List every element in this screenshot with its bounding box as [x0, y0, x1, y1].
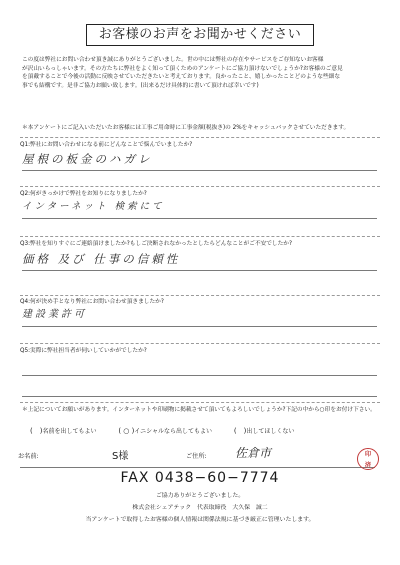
company-signature: 株式会社シェアテック 代表取締役 大久保 誠二 [132, 505, 268, 511]
intro-line: 事でも結構です。是非ご協力お願い致します。(出来るだけ具体的に書いて頂ければ幸いです) [22, 82, 259, 89]
question-3-label: Q3:弊社を知りすぐにご連絡頂けましたか?もしご決断されなかったとしたらどんなことがご不安でしたか? [20, 241, 292, 247]
divider [20, 236, 380, 237]
question-4-label: Q4:何が決め手となり弊社にお問い合わせ頂きましたか? [20, 299, 164, 305]
option-initial-ok[interactable] [118, 428, 214, 435]
name-label: お名前: [18, 453, 39, 460]
option-no-publish[interactable] [234, 428, 294, 435]
consent-options [30, 427, 370, 436]
option-label: イニシャルなら出してもよい [134, 428, 212, 435]
question-5-answer-line [22, 376, 377, 397]
name-field[interactable]: S様 [112, 451, 129, 462]
option-name-ok[interactable] [30, 428, 98, 435]
page-title: お客様のお声をお聞かせください [86, 24, 314, 46]
privacy-note: 当アンケートで取得したお客様の個人情報は関係法規に基づき厳正に管理いたします。 [85, 517, 315, 523]
address-label: ご住所: [186, 453, 207, 460]
divider [20, 137, 380, 138]
intro-line: が沢山いらっしゃいます。その方たちに弊社をよく知って頂くためのアンケートにご協力頂けないでしょうか?お客様のご意見 [22, 65, 343, 72]
question-5-label: Q5:実際に弊社担当者が伺いしていかがでしたか? [20, 348, 147, 354]
question-1-label: Q1:弊社にお問い合わせになる前にどんなことで悩んでいましたか? [20, 142, 193, 148]
divider [20, 295, 380, 296]
intro-line: この度は弊社にお問い合わせ頂き誠にありがとうございました。世の中には弊社の存在やサービスをご存知ないお客様 [22, 57, 324, 63]
option-mark: ( ○ ) [118, 427, 135, 435]
address-field[interactable]: 佐倉市 [235, 446, 272, 460]
option-label: 出してほしくない [246, 428, 295, 435]
cashback-note: ＊本アンケートにご記入いただいたお客様には工事ご用命時に工事金額(税抜き)の 2%をキャッシュバックさせていただきます。 [22, 125, 350, 131]
option-mark: ( ) [233, 427, 247, 435]
question-2-answer[interactable]: インターネット 検索にて [22, 198, 377, 219]
divider [20, 402, 380, 403]
intro-line: を頂戴することで今後の活動に反映させていただきたいと考えております。良かったこと、嬉しかったことどのような些細な [22, 74, 341, 81]
option-label: 名前を出してもよい [42, 428, 97, 435]
thanks-text: ご協力ありがとうございました。 [155, 493, 245, 499]
question-5-answer[interactable] [22, 355, 377, 376]
question-1-answer[interactable]: 屋根の板金のハガレ [22, 150, 377, 171]
question-2-label: Q2:何がきっかけで弊社をお知りになりましたか? [20, 191, 147, 197]
divider [20, 343, 380, 344]
fax-number: FAX 0438−60−7774 [120, 470, 280, 486]
divider [20, 186, 380, 187]
publication-consent-note: ＊上記についてお願いがあります。インターネットや印刷物に掲載させて頂いてもよろしいでしょうか?下記の中から○印をお付け下さい。 [22, 407, 376, 413]
option-mark: ( ) [30, 427, 43, 435]
question-4-answer[interactable]: 建設業許可 [22, 306, 377, 327]
question-3-answer[interactable]: 価格 及び 仕事の信頼性 [22, 250, 377, 271]
intro-paragraph [22, 56, 382, 90]
hanko-stamp-icon: 印 済 [357, 448, 379, 470]
